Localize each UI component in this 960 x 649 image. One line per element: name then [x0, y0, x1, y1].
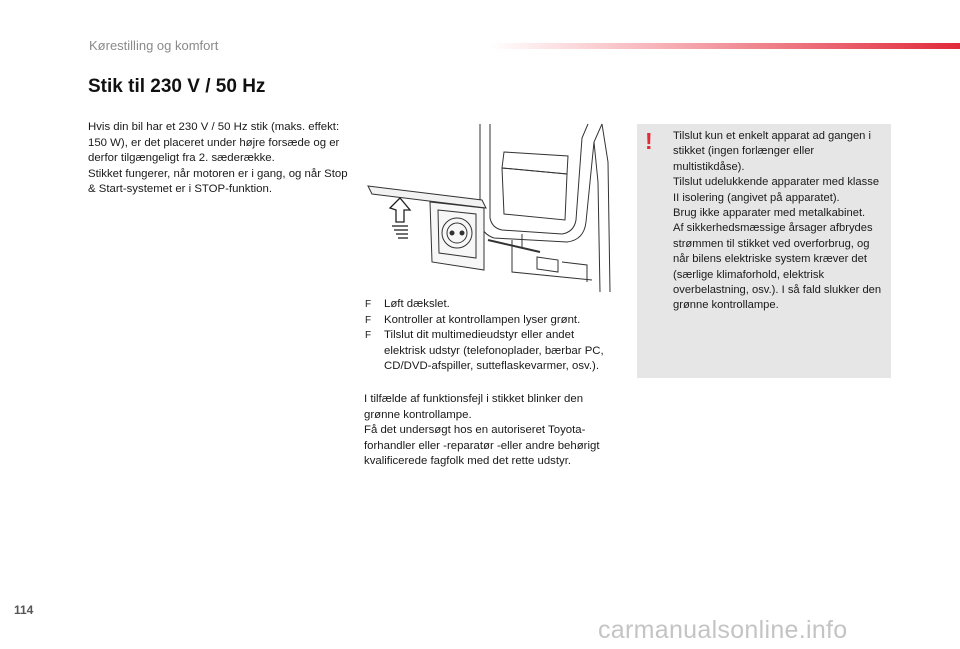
fault-paragraph-1: I tilfælde af funktionsfejl i stikket blinker den grønne kontrollampe. [364, 393, 584, 421]
seat-socket-illustration [362, 122, 612, 294]
step-marker: F [365, 330, 372, 341]
page-number: 114 [14, 603, 34, 617]
header-section-title: Kørestilling og komfort [89, 38, 219, 53]
intro-paragraph-2: Stikket fungerer, når motoren er i gang, og når Stop & Start-systemet er i STOP-funktion. [88, 167, 348, 195]
steps-list [365, 297, 615, 375]
warning-paragraph-2: Tilslut udelukkende apparater med klasse II isolering (angivet på apparatet). [673, 176, 880, 204]
header-accent-bar [490, 43, 960, 49]
intro-paragraph-1: Hvis din bil har et 230 V / 50 Hz stik (maks. effekt: 150 W), er det placeret under højre forsæde og er derfor tilgængeligt fra 2. sæderække. [88, 121, 340, 164]
step-text: Tilslut dit multimedieudstyr eller andet elektrisk udstyr (telefonoplader, bærbar PC, CD/DVD-afspiller, sutteflaskevarmer, osv.). [384, 329, 604, 372]
warning-text [673, 129, 887, 314]
watermark: carmanualsonline.info [598, 616, 848, 644]
step-text: Løft dækslet. [384, 298, 450, 310]
warning-paragraph-3: Brug ikke apparater med metalkabinet. [673, 207, 866, 220]
list-item [365, 313, 615, 329]
page-title: Stik til 230 V / 50 Hz [88, 76, 266, 97]
list-item [365, 328, 615, 375]
step-text: Kontroller at kontrollampen lyser grønt. [384, 313, 581, 326]
step-marker: F [365, 299, 372, 310]
warning-box [637, 124, 891, 378]
list-item [365, 297, 615, 313]
intro-text [88, 120, 358, 198]
warning-icon: ! [645, 128, 653, 154]
warning-paragraph-4: Af sikkerhedsmæssige årsager afbrydes strømmen til stikket ved overforbrug, og når bilens elektriske system kræver det (særlige klimaforhold, elektrisk overbelastning, osv.). I så fald slukker den grønne kontrollampe. [673, 222, 882, 312]
warning-paragraph-1: Tilslut kun et enkelt apparat ad gangen i stikket (ingen forlænger eller multistikdåse). [673, 130, 871, 173]
fault-text [364, 392, 616, 470]
step-marker: F [365, 314, 372, 326]
fault-paragraph-2: Få det undersøgt hos en autoriseret Toyota-forhandler eller -reparatør -eller andre behørigt kvalificerede fagfolk med det rette udstyr. [364, 424, 600, 467]
